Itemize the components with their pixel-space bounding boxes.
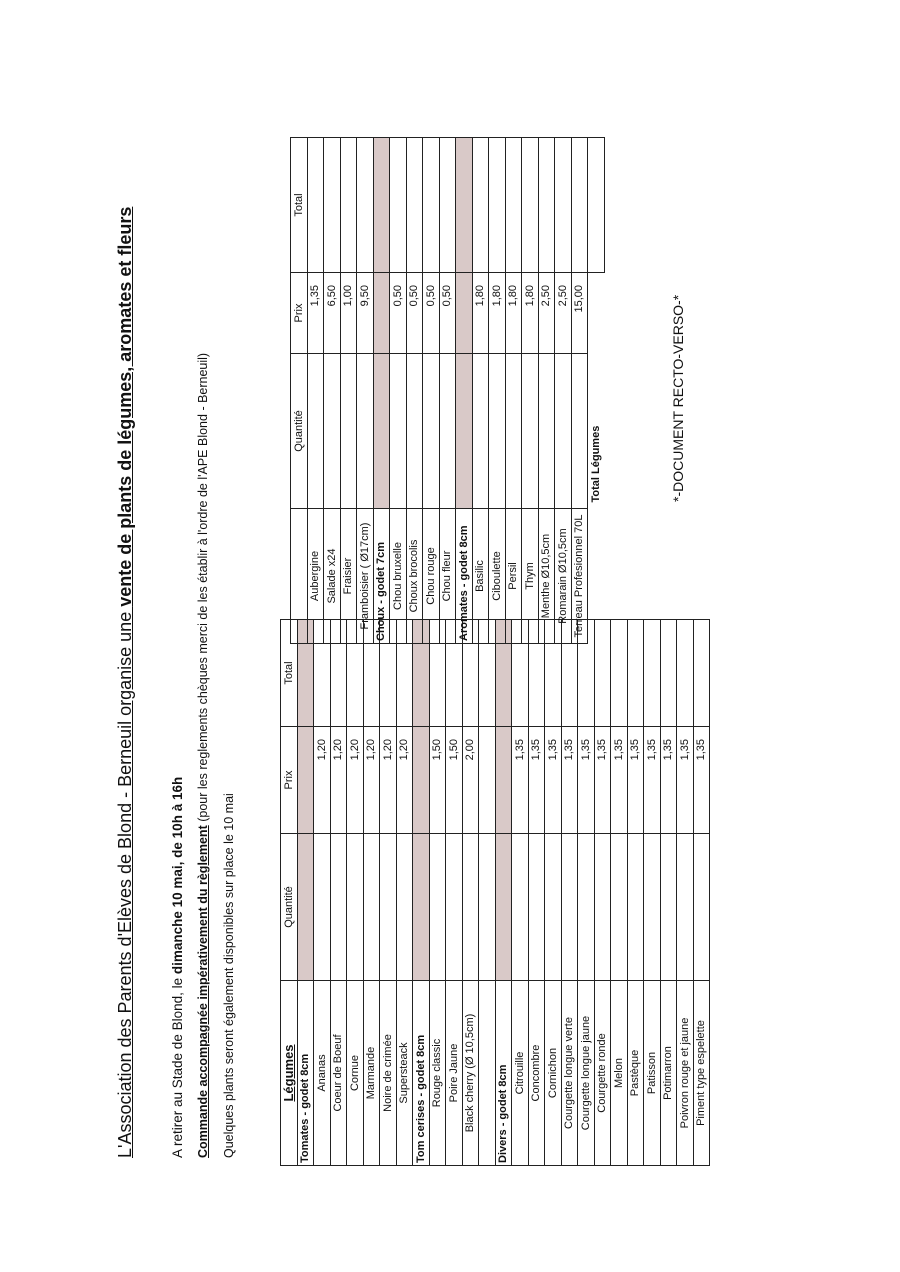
group-row — [495, 620, 512, 1166]
item-name: Romarain Ø10,5cm — [555, 509, 572, 644]
order-emphasis: Commande accompagnée impérativement du règlement — [196, 825, 210, 1158]
total-cell[interactable] — [693, 620, 710, 727]
price-cell: 1,50 — [446, 727, 463, 834]
quantity-cell[interactable] — [324, 354, 341, 509]
item-name: Aubergine — [307, 509, 324, 644]
page-title — [115, 207, 136, 1158]
table-header-row — [291, 138, 308, 644]
quantity-cell[interactable] — [347, 834, 364, 981]
table-row — [330, 620, 347, 1166]
quantity-cell[interactable] — [660, 834, 677, 981]
price-cell: 0,50 — [439, 273, 456, 354]
price-cell: 1,20 — [330, 727, 347, 834]
quantity-cell — [456, 354, 473, 509]
table-row — [429, 620, 446, 1166]
item-name: Chou rouge — [423, 509, 440, 644]
item-name — [479, 981, 496, 1166]
quantity-cell[interactable] — [363, 834, 380, 981]
col-total: Total — [291, 138, 308, 273]
group-row — [373, 138, 390, 644]
col-legumes: Légumes — [281, 981, 298, 1166]
price-cell: 1,80 — [522, 273, 539, 354]
col-total: Total — [281, 620, 298, 727]
item-name: Courgette longue verte — [561, 981, 578, 1166]
table-row — [363, 620, 380, 1166]
plants-table-body — [307, 138, 588, 644]
table-row — [324, 138, 341, 644]
note: Quelques plants seront également disponibles sur place le 10 mai — [222, 793, 236, 1158]
item-name: Marmande — [363, 981, 380, 1166]
price-cell: 1,20 — [396, 727, 413, 834]
plants-table — [290, 137, 605, 644]
item-name: Salade x24 — [324, 509, 341, 644]
item-name: Ananas — [314, 981, 331, 1166]
table-row — [538, 138, 555, 644]
quantity-cell[interactable] — [522, 354, 539, 509]
table-row — [545, 620, 562, 1166]
item-name: Melon — [611, 981, 628, 1166]
quantity-cell[interactable] — [644, 834, 661, 981]
table-row — [380, 620, 397, 1166]
vegetables-table — [280, 619, 710, 1166]
price-cell: 1,35 — [660, 727, 677, 834]
total-spacer-2 — [588, 273, 605, 354]
total-cell[interactable] — [489, 138, 506, 273]
price-cell: 1,20 — [380, 727, 397, 834]
price-cell: 1,35 — [693, 727, 710, 834]
quantity-cell[interactable] — [611, 834, 628, 981]
total-row — [588, 138, 605, 644]
price-cell: 0,50 — [423, 273, 440, 354]
col-name — [291, 509, 308, 644]
quantity-cell[interactable] — [462, 834, 479, 981]
quantity-cell[interactable] — [512, 834, 529, 981]
table-row — [347, 620, 364, 1166]
total-label: Total Légumes — [590, 425, 602, 503]
price-cell: 1,35 — [627, 727, 644, 834]
table-row — [396, 620, 413, 1166]
price-cell: 1,35 — [644, 727, 661, 834]
item-name: Courgette longue jaune — [578, 981, 595, 1166]
table-row — [555, 138, 572, 644]
price-cell: 2,00 — [462, 727, 479, 834]
table-row — [489, 138, 506, 644]
item-name: Divers - godet 8cm — [495, 981, 512, 1166]
price-cell: 6,50 — [324, 273, 341, 354]
table-row — [693, 620, 710, 1166]
total-cell[interactable] — [660, 620, 677, 727]
quantity-cell[interactable] — [330, 834, 347, 981]
item-name: Chou bruxelle — [390, 509, 407, 644]
item-name: Concombre — [528, 981, 545, 1166]
price-cell — [495, 727, 512, 834]
quantity-cell[interactable] — [423, 354, 440, 509]
price-cell: 1,20 — [347, 727, 364, 834]
price-cell — [297, 727, 314, 834]
table-row — [644, 620, 661, 1166]
item-name: Supersteack — [396, 981, 413, 1166]
total-cell[interactable] — [627, 620, 644, 727]
pickup-date: dimanche 10 mai, de 10h à 16h — [170, 776, 185, 975]
price-cell: 1,35 — [528, 727, 545, 834]
price-cell: 1,80 — [505, 273, 522, 354]
total-cell[interactable] — [390, 138, 407, 273]
total-cell[interactable] — [357, 138, 374, 273]
table-row — [594, 620, 611, 1166]
group-row — [297, 620, 314, 1166]
col-quantite: Quantité — [291, 354, 308, 509]
total-cell — [456, 138, 473, 273]
price-cell: 1,35 — [594, 727, 611, 834]
quantity-cell[interactable] — [340, 354, 357, 509]
price-cell — [413, 727, 430, 834]
table-row — [561, 620, 578, 1166]
table-row — [340, 138, 357, 644]
quantity-cell[interactable] — [627, 834, 644, 981]
quantity-cell[interactable] — [677, 834, 694, 981]
col-quantite: Quantité — [281, 834, 298, 981]
price-cell: 1,20 — [314, 727, 331, 834]
total-cell[interactable] — [324, 138, 341, 273]
total-cell[interactable] — [644, 620, 661, 727]
table-row — [505, 138, 522, 644]
item-name: Patisson — [644, 981, 661, 1166]
table-row — [439, 138, 456, 644]
quantity-cell[interactable] — [439, 354, 456, 509]
title-text: L'Association des Parents d'Elèves de Blond - Berneuil organise une — [115, 606, 135, 1158]
item-name: Framboisier ( Ø17cm) — [357, 509, 374, 644]
vegetables-table-body — [297, 620, 710, 1166]
quantity-cell[interactable] — [357, 354, 374, 509]
quantity-cell[interactable] — [314, 834, 331, 981]
quantity-cell[interactable] — [406, 354, 423, 509]
pickup-text: A retirer au Stade de Blond, le — [170, 974, 185, 1158]
quantity-cell[interactable] — [307, 354, 324, 509]
item-name: Courgette ronde — [594, 981, 611, 1166]
total-cell[interactable] — [555, 138, 572, 273]
group-row — [413, 620, 430, 1166]
price-cell — [456, 273, 473, 354]
item-name: Poire Jaune — [446, 981, 463, 1166]
table-row — [472, 138, 489, 644]
item-name: Fraisier — [340, 509, 357, 644]
item-name: Ciboulette — [489, 509, 506, 644]
table-row — [446, 620, 463, 1166]
table-row — [578, 620, 595, 1166]
item-name: Piment type espelette — [693, 981, 710, 1166]
table-row — [406, 138, 423, 644]
price-cell: 2,50 — [555, 273, 572, 354]
price-cell: 1,00 — [340, 273, 357, 354]
item-name: Cornue — [347, 981, 364, 1166]
total-cell[interactable] — [538, 138, 555, 273]
table-row — [528, 620, 545, 1166]
quantity-cell — [297, 834, 314, 981]
price-cell: 1,35 — [578, 727, 595, 834]
price-cell: 15,00 — [571, 273, 588, 354]
quantity-cell[interactable] — [693, 834, 710, 981]
quantity-cell[interactable] — [489, 354, 506, 509]
quantity-cell[interactable] — [528, 834, 545, 981]
price-cell: 0,50 — [390, 273, 407, 354]
col-prix: Prix — [281, 727, 298, 834]
price-cell: 1,35 — [512, 727, 529, 834]
quantity-cell — [373, 354, 390, 509]
table-row — [462, 620, 479, 1166]
total-cell[interactable] — [611, 620, 628, 727]
price-cell: 1,50 — [429, 727, 446, 834]
item-name: Terreau Profesionnel 70L — [571, 509, 588, 644]
price-cell: 1,80 — [489, 273, 506, 354]
table-row — [307, 138, 324, 644]
total-cell[interactable] — [406, 138, 423, 273]
quantity-cell[interactable] — [446, 834, 463, 981]
item-name: Poivron rouge et jaune — [677, 981, 694, 1166]
item-name: Noire de crimée — [380, 981, 397, 1166]
order-info — [196, 353, 210, 1158]
table-row — [611, 620, 628, 1166]
table-row — [522, 138, 539, 644]
col-prix: Prix — [291, 273, 308, 354]
total-cell[interactable] — [340, 138, 357, 273]
total-cell — [373, 138, 390, 273]
quantity-cell[interactable] — [472, 354, 489, 509]
item-name: Citrouille — [512, 981, 529, 1166]
item-name: Coeur de Boeuf — [330, 981, 347, 1166]
price-cell: 1,35 — [561, 727, 578, 834]
price-cell — [373, 273, 390, 354]
item-name: Persil — [505, 509, 522, 644]
price-cell: 9,50 — [357, 273, 374, 354]
title-emphasis: vente de plants de légumes, aromates et fleurs — [115, 206, 135, 607]
item-name: Basilic — [472, 509, 489, 644]
price-cell: 1,35 — [611, 727, 628, 834]
item-name: Rouge classic — [429, 981, 446, 1166]
quantity-cell[interactable] — [545, 834, 562, 981]
quantity-cell[interactable] — [390, 354, 407, 509]
total-cell[interactable] — [505, 138, 522, 273]
price-cell: 1,35 — [307, 273, 324, 354]
item-name: Aromates - godet 8cm — [456, 509, 473, 644]
price-cell: 1,35 — [677, 727, 694, 834]
table-row — [571, 138, 588, 644]
quantity-cell — [413, 834, 430, 981]
order-text: (pour les reglements chèques merci de les établir à l'ordre de l'APE Blond - Berneuil) — [196, 352, 210, 826]
quantity-cell[interactable] — [561, 834, 578, 981]
total-cell[interactable] — [307, 138, 324, 273]
quantity-cell — [495, 834, 512, 981]
total-cell[interactable] — [423, 138, 440, 273]
item-name: Tom cerises - godet 8cm — [413, 981, 430, 1166]
item-name: Potimarron — [660, 981, 677, 1166]
total-cell[interactable] — [588, 138, 605, 273]
item-name: Chou fleur — [439, 509, 456, 644]
item-name: Cornichon — [545, 981, 562, 1166]
item-name: Tomates - godet 8cm — [297, 981, 314, 1166]
table-header-row — [281, 620, 298, 1166]
item-name: Pastèque — [627, 981, 644, 1166]
item-name: Choux - godet 7cm — [373, 509, 390, 644]
recto-verso-note: *-DOCUMENT RECTO-VERSO-* — [670, 294, 686, 502]
table-row — [390, 138, 407, 644]
item-name: Black cherry (Ø 10,5cm) — [462, 981, 479, 1166]
table-row — [423, 138, 440, 644]
item-name: Thym — [522, 509, 539, 644]
total-cell[interactable] — [522, 138, 539, 273]
price-cell: 0,50 — [406, 273, 423, 354]
price-cell: 2,50 — [538, 273, 555, 354]
total-spacer — [588, 509, 605, 644]
table-row — [677, 620, 694, 1166]
quantity-cell[interactable] — [380, 834, 397, 981]
table-row — [627, 620, 644, 1166]
table-row — [479, 620, 496, 1166]
quantity-cell[interactable] — [555, 354, 572, 509]
table-row — [660, 620, 677, 1166]
price-cell: 1,20 — [363, 727, 380, 834]
quantity-cell[interactable] — [594, 834, 611, 981]
table-row — [314, 620, 331, 1166]
quantity-cell[interactable] — [396, 834, 413, 981]
quantity-cell[interactable] — [479, 834, 496, 981]
group-row — [456, 138, 473, 644]
price-cell: 1,35 — [545, 727, 562, 834]
quantity-cell[interactable] — [429, 834, 446, 981]
total-cell[interactable] — [472, 138, 489, 273]
pickup-info — [170, 777, 185, 1158]
table-row — [357, 138, 374, 644]
total-cell[interactable] — [571, 138, 588, 273]
total-cell[interactable] — [677, 620, 694, 727]
item-name: Choux brocolis — [406, 509, 423, 644]
table-row — [512, 620, 529, 1166]
quantity-cell[interactable] — [538, 354, 555, 509]
quantity-cell[interactable] — [505, 354, 522, 509]
price-cell: 1,80 — [472, 273, 489, 354]
total-cell[interactable] — [439, 138, 456, 273]
price-cell — [479, 727, 496, 834]
quantity-cell[interactable] — [571, 354, 588, 509]
item-name: Menthe Ø10,5cm — [538, 509, 555, 644]
quantity-cell[interactable] — [578, 834, 595, 981]
